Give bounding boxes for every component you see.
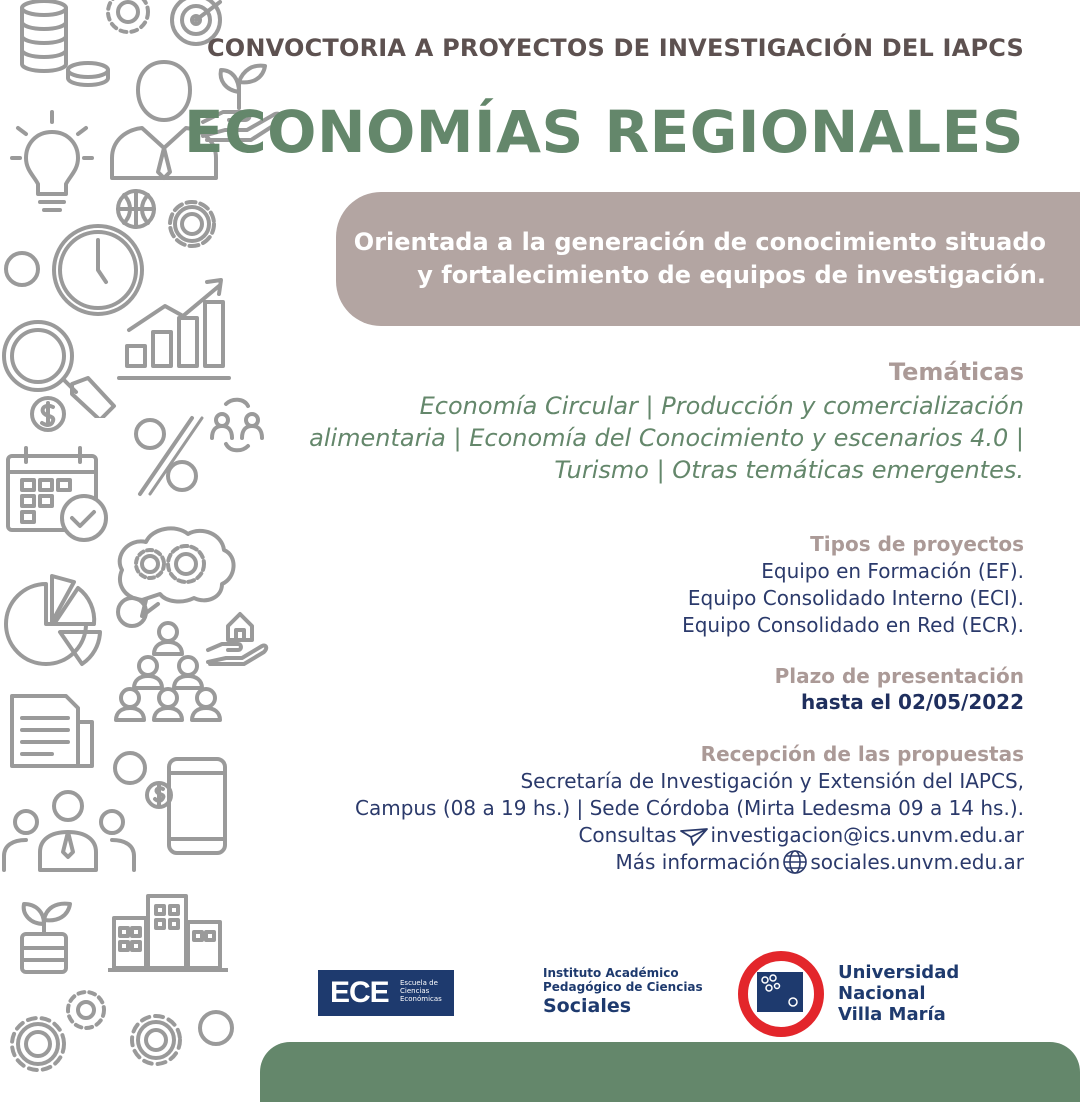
reception-details xyxy=(355,768,1024,876)
unvm-logo-text xyxy=(838,962,959,1025)
growth-chart-icon xyxy=(115,270,235,385)
reception-line: Campus (08 a 19 hs.) | Sede Córdoba (Mirta Ledesma 09 a 14 hs.). xyxy=(354,796,1024,820)
unvm-logo-line: Nacional xyxy=(838,983,926,1004)
themes-list xyxy=(264,390,1024,486)
dollar-coin-icon xyxy=(28,394,72,438)
buildings-icon xyxy=(108,888,228,976)
settings-gear-icon xyxy=(160,192,230,262)
plant-pot-icon xyxy=(10,894,90,979)
deadline-heading: Plazo de presentación xyxy=(774,664,1024,688)
page-title: ECONOMÍAS REGIONALES xyxy=(183,98,1024,166)
objective-line: Orientada a la generación de conocimiento situado xyxy=(353,228,1046,256)
mobile-payment-icon xyxy=(145,755,235,860)
consultas-row xyxy=(355,822,1024,849)
project-type-item: Equipo Consolidado en Red (ECR). xyxy=(682,613,1024,637)
calendar-check-icon xyxy=(2,446,112,546)
consultas-label: Consultas xyxy=(578,823,677,847)
themes-line: Economía Circular | Producción y comercialización xyxy=(419,392,1024,420)
themes-line: alimentaria | Economía del Conocimiento y escenarios 4.0 | xyxy=(309,424,1024,452)
objective-banner xyxy=(336,192,1080,326)
objective-line: y fortalecimiento de equipos de investigación. xyxy=(417,261,1046,289)
objective-text xyxy=(346,226,1046,292)
gear-icon xyxy=(0,1004,80,1080)
paper-plane-icon xyxy=(679,827,709,847)
themes-line: Turismo | Otras temáticas emergentes. xyxy=(554,456,1024,484)
project-type-item: Equipo en Formación (EF). xyxy=(761,559,1024,583)
globe-icon xyxy=(782,850,808,874)
people-exchange-icon xyxy=(208,396,268,456)
ece-logo-name: Escuela de Ciencias Económicas xyxy=(400,979,442,1003)
gear-icon xyxy=(98,0,158,40)
ece-logo xyxy=(318,970,454,1016)
lightbulb-icon xyxy=(10,110,100,220)
circle-icon xyxy=(196,1008,240,1052)
iapcs-logo-line: Sociales xyxy=(543,995,632,1017)
project-types-heading: Tipos de proyectos xyxy=(810,532,1024,556)
pie-chart-icon xyxy=(0,562,110,672)
team-icon xyxy=(110,618,230,724)
project-types-list xyxy=(682,558,1024,639)
ece-logo-mark: ECE xyxy=(330,976,389,1009)
footer-bar xyxy=(260,1042,1080,1102)
iapcs-logo xyxy=(543,966,703,1018)
project-type-item: Equipo Consolidado Interno (ECI). xyxy=(687,586,1024,610)
deadline-value: hasta el 02/05/2022 xyxy=(801,690,1024,714)
reception-heading: Recepción de las propuestas xyxy=(700,742,1024,766)
themes-heading: Temáticas xyxy=(888,358,1024,386)
business-team-icon xyxy=(0,786,140,876)
newspaper-icon xyxy=(4,692,100,772)
email-link[interactable]: investigacion@ics.unvm.edu.ar xyxy=(710,823,1024,847)
iapcs-logo-line: Instituto Académico xyxy=(543,966,679,980)
percent-icon xyxy=(128,410,208,500)
circle-icon xyxy=(0,245,50,295)
iapcs-logo-line: Pedagógico de Ciencias xyxy=(543,980,703,994)
reception-line: Secretaría de Investigación y Extensión del IAPCS, xyxy=(520,769,1024,793)
circle-icon xyxy=(110,748,150,788)
info-label: Más información xyxy=(615,850,781,874)
unvm-logo-line: Villa María xyxy=(838,1004,946,1025)
call-kicker: CONVOCTORIA A PROYECTOS DE INVESTIGACIÓN DEL IAPCS xyxy=(206,34,1024,62)
gear-icon xyxy=(122,1004,192,1080)
unvm-logo-line: Universidad xyxy=(838,962,960,983)
website-link[interactable]: sociales.unvm.edu.ar xyxy=(810,850,1024,874)
info-row xyxy=(355,849,1024,876)
unvm-logo-mark xyxy=(735,950,829,1044)
